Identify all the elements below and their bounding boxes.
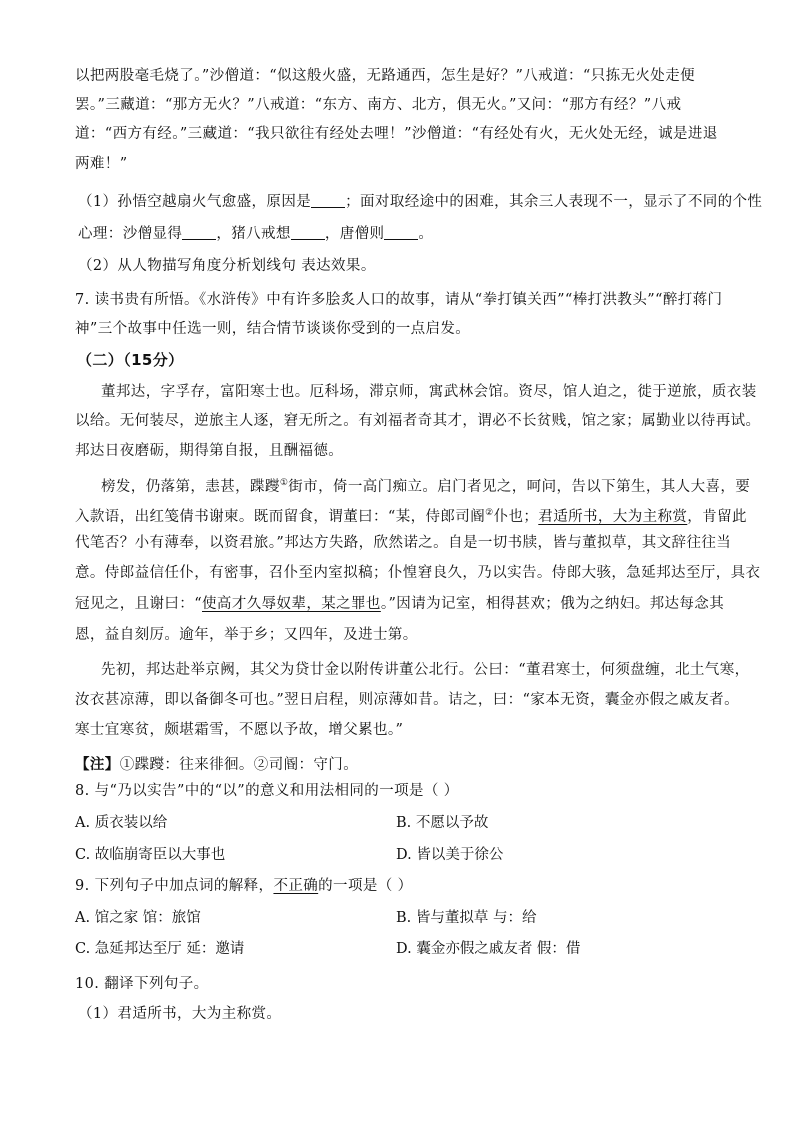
passage-p2-line3: 代笔否？小有薄奉，以资君旅。”邦达方失路，欣然诺之。自是一切书牍，皆与董拟草，其文辞往往当 (75, 535, 732, 551)
passage-p2-line4: 意。侍郎益信任仆，有密事，召仆至内室拟稿；仆惶窘良久，乃以实告。侍郎大骇，急延邦达至厅，具衣 (75, 565, 761, 581)
section-heading: （二）（15分） (77, 351, 184, 369)
q9-option-a[interactable]: A. 馆之家 馆：旅馆 (75, 910, 201, 926)
q8-option-b[interactable]: B. 不愿以予故 (396, 815, 489, 831)
q9-option-d[interactable]: D. 囊金亦假之戚友者 假：借 (396, 941, 581, 957)
answer-blank[interactable] (291, 225, 325, 240)
q8-stem: 8. 与“乃以实告”中的“以”的意义和用法相同的一项是（ ） (75, 783, 459, 799)
story-line-1: 以把两股毫毛烧了。”沙僧道：“似这般火盛，无路通西，怎生是好？”八戒道：“只拣无火处走便 (75, 68, 695, 84)
q7-line2: 神”三个故事中任选一则，结合情节谈谈你受到的一点启发。 (75, 321, 471, 337)
underlined-sentence-1: 君适所书，大为主称赏 (538, 508, 688, 525)
q9-option-c[interactable]: C. 急延邦达至厅 延：邀请 (75, 941, 245, 957)
answer-blank[interactable] (182, 225, 216, 240)
passage-p2-line1: 榜发，仍落第，恚甚，蹀躞①街市，倚一高门痴立。启门者见之，呵问，告以下第生，其人大喜，要 (101, 478, 751, 495)
q6-part2: （2）从人物描写角度分析划线句 表达效果。 (78, 258, 376, 274)
q6-part1-line1: （1）孙悟空越扇火气愈盛，原因是 ；面对取经途中的困难，其余三人表现不一，显示了不同的个性 (78, 194, 763, 210)
passage-p3-line3: 寒士宜寒贫，颇堪霜雪，不愿以予故，增父累也。” (75, 722, 404, 738)
story-line-3: 道：“西方有经。”三藏道：“我只欲往有经处去哩！”沙僧道：“有经处有火，无火处无经，诚是进退 (75, 126, 718, 142)
answer-blank[interactable] (311, 193, 345, 208)
emphasis-not-correct: 不正确 (273, 878, 319, 894)
q6-part1-line2: 心理：沙僧显得 ，猪八戒想 ，唐僧则 。 (78, 226, 434, 242)
q8-option-d[interactable]: D. 皆以美于徐公 (396, 847, 504, 863)
story-line-4: 两难！” (75, 156, 128, 172)
underlined-sentence-2: 使高才久辱奴辈，某之罪也 (202, 596, 381, 612)
story-line-2: 罢。”三藏道：“那方无火？”八戒道：“东方、南方、北方，俱无火。”又问：“那方有经？”八戒 (75, 97, 682, 113)
passage-p1-line3: 邦达日夜磨砺，期得第自报，且酬福德。 (75, 443, 344, 459)
q9-stem: 9. 下列句子中加点词的解释，不正确的一项是（ ） (75, 878, 413, 894)
q8-option-c[interactable]: C. 故临崩寄臣以大事也 (75, 847, 226, 863)
footnote: 【注】①蹀躞：往来徘徊。②司阍：守门。 (75, 757, 359, 773)
passage-p3-line1: 先初，邦达赴举京阙，其父为贷廿金以附传讲董公北行。公曰：“董君寒士，何须盘缠，北土气寒， (101, 662, 750, 678)
q9-option-b[interactable]: B. 皆与董拟草 与：给 (396, 910, 537, 926)
passage-p1-line1: 董邦达，字孚存，富阳寒士也。厄科场，滞京师，寓武林会馆。资尽，馆人迫之，徙于逆旅，质衣装 (101, 384, 757, 400)
passage-p1-line2: 以给。无何装尽，逆旅主人逐，窘无所之。有刘福者奇其才，谓必不长贫贱，馆之家；属勤业以待再试。 (75, 413, 761, 429)
passage-p2-line6: 恩，益自刻厉。逾年，举于乡；又四年，及进士第。 (75, 627, 418, 643)
passage-p2-line2: 入款语，出红笺倩书谢柬。既而留食，谓董曰：“某，侍郎司阍②仆也；君适所书，大为主称赏，肯留此 (75, 508, 747, 525)
answer-blank[interactable] (384, 225, 418, 240)
q7-line1: 7. 读书贵有所悟。《水浒传》中有许多脍炙人口的故事，请从“拳打镇关西”“棒打洪教头”“醉打蒋门 (75, 292, 723, 308)
passage-p3-line2: 汝衣甚凉薄，即以备御冬可也。”翌日启程，则凉薄如昔。诘之，曰：“家本无资，囊金亦假之戚友者。 (75, 692, 739, 708)
passage-p2-line5: 冠见之，且谢曰：“使高才久辱奴辈，某之罪也。”因请为记室，相得甚欢；俄为之纳妇。邦达每念其 (75, 596, 725, 612)
q10-part1: （1）君适所书，大为主称赏。 (78, 1006, 282, 1022)
q8-option-a[interactable]: A. 质衣装以给 (75, 815, 168, 831)
q10-stem: 10. 翻译下列句子。 (75, 976, 209, 992)
